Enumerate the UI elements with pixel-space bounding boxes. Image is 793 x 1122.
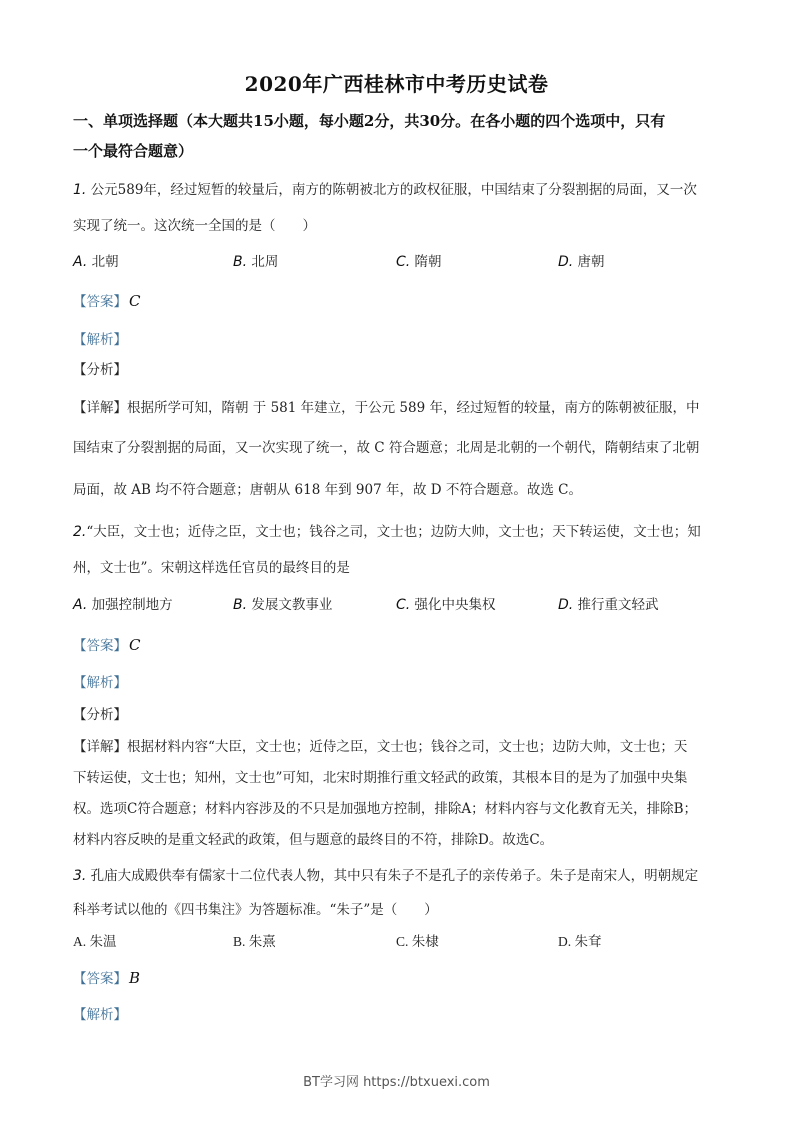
q2-detail-line3: 权。选项C符合题意；材料内容涉及的不只是加强地方控制，排除A；材料内容与文化教育无关，排除B； <box>73 801 697 817</box>
option-text: 朱棣 <box>411 934 439 949</box>
q1-detail-line1 <box>73 396 700 416</box>
q3-stem-line2: 科举考试以他的《四书集注》为答题标准。“朱子”是（ ） <box>73 902 438 918</box>
detail-text: 根据所学可知，隋朝 于 581 年建立，于公元 589 年，经过短暂的较量，南方的陈朝被征服，中 <box>127 400 700 416</box>
q1-detail-line3: 局面，故 AB 均不符合题意；唐朝从 618 年到 907 年，故 D 不符合题意。故选 C。 <box>73 482 582 498</box>
option-text: 唐朝 <box>577 254 605 270</box>
q3-answer <box>73 967 140 987</box>
q2-detail-line2: 下转运使，文士也；知州，文士也”可知，北宋时期推行重文轻武的政策，其根本目的是为了加强中央集 <box>73 770 688 786</box>
q1-stem-line1 <box>73 178 697 198</box>
option-key: D. <box>558 934 572 949</box>
section-heading-line2: 一个最符合题意） <box>73 142 194 160</box>
answer-label: 【答案】 <box>73 294 127 310</box>
q1-stem-text1: 公元589年，经过短暂的较量后，南方的陈朝被北方的政权征服，中国结束了分裂割据的局面，又一次 <box>90 182 697 198</box>
option-text: 强化中央集权 <box>414 597 496 613</box>
q1-answer <box>73 290 140 310</box>
detail-label: 【详解】 <box>73 739 127 755</box>
q1-jiexi-label: 【解析】 <box>73 332 127 348</box>
option-key: B. <box>233 597 248 613</box>
option-key: A. <box>73 597 88 613</box>
footer-watermark: BT学习网 https://btxuexi.com <box>303 1075 490 1090</box>
option-text: 推行重文轻武 <box>577 597 659 613</box>
option-text: 朱耷 <box>574 934 602 949</box>
q3-option-c <box>396 930 439 950</box>
q3-stem-text1: 孔庙大成殿供奉有儒家十二位代表人物，其中只有朱子不是孔子的亲传弟子。朱子是南宋人，明朝规定 <box>90 868 699 884</box>
q2-detail-line4: 材料内容反映的是重文轻武的政策，但与题意的最终目的不符，排除D。故选C。 <box>73 832 554 848</box>
q2-option-b <box>233 593 332 613</box>
q1-option-c <box>396 250 442 270</box>
q2-option-d <box>558 593 659 613</box>
option-key: A. <box>73 254 88 270</box>
answer-label: 【答案】 <box>73 971 127 987</box>
q1-option-d <box>558 250 605 270</box>
option-key: B. <box>233 254 248 270</box>
q3-option-a <box>73 930 117 950</box>
option-key: D. <box>558 254 574 270</box>
option-key: A. <box>73 934 87 949</box>
option-text: 隋朝 <box>414 254 442 270</box>
q2-option-a <box>73 593 173 613</box>
q2-number: 2. <box>73 524 87 540</box>
answer-value: B <box>129 969 141 987</box>
q2-option-c <box>396 593 496 613</box>
option-text: 北周 <box>251 254 279 270</box>
detail-label: 【详解】 <box>73 400 127 416</box>
option-text: 朱熹 <box>248 934 276 949</box>
q3-option-b <box>233 930 276 950</box>
answer-value: C <box>129 292 141 310</box>
answer-value: C <box>129 636 141 654</box>
detail-text: 根据材料内容“大臣，文士也；近侍之臣，文士也；钱谷之司，文士也；边防大帅，文士也；天 <box>127 739 688 755</box>
q2-stem-text1: “大臣，文士也；近侍之臣，文士也；钱谷之司，文士也；边防大帅，文士也；天下转运使，文士也；知 <box>86 524 701 540</box>
answer-label: 【答案】 <box>73 638 127 654</box>
q1-option-a <box>73 250 119 270</box>
q2-stem-line2: 州，文士也”。宋朝这样选任官员的最终目的是 <box>73 560 350 576</box>
option-text: 北朝 <box>91 254 119 270</box>
section-heading-line1: 一、单项选择题（本大题共15小题，每小题2分，共30分。在各小题的四个选项中，只有 <box>73 112 666 130</box>
q3-number: 3. <box>73 868 87 884</box>
option-key: C. <box>396 934 409 949</box>
option-text: 加强控制地方 <box>91 597 173 613</box>
option-text: 朱温 <box>89 934 117 949</box>
option-key: C. <box>396 254 411 270</box>
q3-option-d <box>558 930 602 950</box>
q1-stem-line2: 实现了统一。这次统一全国的是（ ） <box>73 218 316 234</box>
q2-fenxi-label: 【分析】 <box>73 707 127 723</box>
q3-jiexi-label: 【解析】 <box>73 1007 127 1023</box>
q1-detail-line2: 国结束了分裂割据的局面，又一次实现了统一，故 C 符合题意；北周是北朝的一个朝代，隋朝结束了北朝 <box>73 440 700 456</box>
q2-stem-line1 <box>73 520 701 540</box>
q1-option-b <box>233 250 278 270</box>
q2-detail-line1 <box>73 735 687 755</box>
option-key: D. <box>558 597 574 613</box>
q3-stem-line1 <box>73 864 698 884</box>
q1-number: 1. <box>73 182 87 198</box>
option-key: C. <box>396 597 411 613</box>
q2-answer <box>73 634 140 654</box>
q2-jiexi-label: 【解析】 <box>73 675 127 691</box>
q1-fenxi-label: 【分析】 <box>73 362 127 378</box>
page-title: 2020年广西桂林市中考历史试卷 <box>244 72 549 96</box>
option-text: 发展文教事业 <box>251 597 333 613</box>
option-key: B. <box>233 934 246 949</box>
